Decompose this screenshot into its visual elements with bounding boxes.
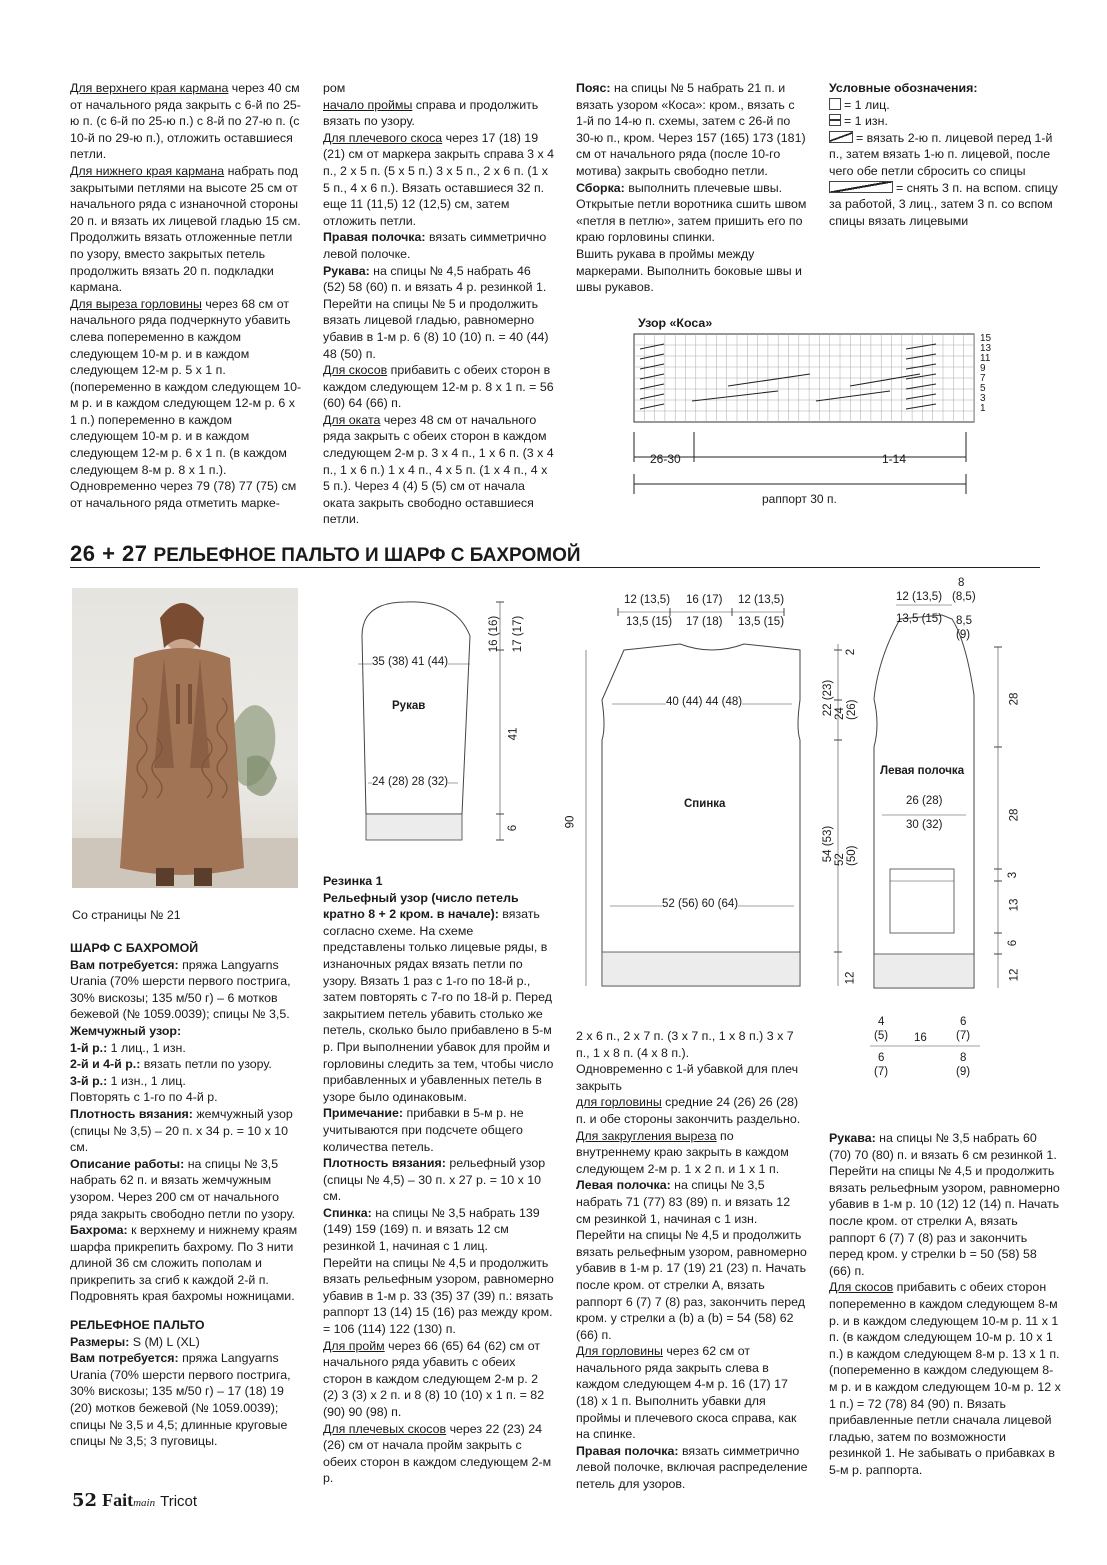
run-in-heading: Рукава: [829, 1131, 876, 1145]
pocket-dim: (5) [874, 1030, 889, 1042]
back-dim: 52 (50) [834, 845, 858, 866]
back-top-dim: 13,5 (15) [738, 616, 785, 628]
underlined-heading: Для нижнего края кармана [70, 163, 225, 178]
paragraph: Спинка: на спицы № 3,5 набрать 139 (149) 159 (169) п. и вязать 12 см резинкой 1, начиная с 1 лиц. [323, 1205, 540, 1254]
legend-item: = 1 изн. [844, 114, 888, 129]
paragraph: Для скосов прибавить с обеих сторон в каждом следующем 12-м р. 8 х 1 п. = 56 (60) 64 (66) п. [323, 363, 554, 411]
front-width: 26 (28) [906, 795, 943, 807]
paragraph: Перейти на спицы № 5 и продолжить вязать лицевой гладью, равномерно убавив в 1-м р. 6 (8) 10 (10) п. = 40 (44) 48 (50) п. [323, 296, 549, 361]
underlined-heading: Для верхнего края кармана [70, 81, 229, 95]
front-top-dim: (8,5) [952, 591, 976, 603]
run-in-heading: Описание работы: [70, 1156, 185, 1171]
paragraph: Вшить рукава в проймы между маркерами. Выполнить боковые швы и швы рукавов. [576, 246, 802, 295]
pocket-dim: 4 [878, 1016, 885, 1028]
paragraph: Одновременно с 1-й убавкой для плеч закрыть [576, 1062, 799, 1093]
col1-bottom [70, 940, 302, 1305]
paragraph [70, 1023, 302, 1040]
chart-title: Узор «Коса» [638, 316, 713, 330]
row-label: 9 [980, 363, 986, 374]
col1-top [70, 80, 302, 511]
page-number: 52 [72, 1490, 98, 1511]
run-in-heading: Резинка 1 [323, 874, 383, 888]
back-top-dim: 12 (13,5) [624, 594, 671, 606]
paragraph: Для скосов прибавить с обеих сторон попеременно в каждом следующем 8-м р. и в каждом следующем 10-м р. 11 х 1 п. (в каждом следующем 10-м р. 10 х 1 п.) в каждом следующем 8-м р. 13 х 1 п. (попеременно в каждом следующем 8-м р. и в каждом следующем 10-м р. 12 х 1 п.) = 72 (78) 84 (90) п. Вязать прибавленные петли сначала лицевой гладью, затем по возможности резинкой 1. Не забывать о прибавках в 5-м р. раппорта. [829, 1280, 1061, 1477]
subheading: РЕЛЬЕФНОЕ ПАЛЬТО [70, 1318, 205, 1332]
paragraph: Сборка: выполнить плечевые швы. Открытые петли воротника сшить швом «петля в петлю», затем пришить его по краю горловины спинки. [576, 180, 807, 245]
legend-title: Условные обозначения: [829, 81, 978, 95]
paragraph: Рукава: на спицы № 3,5 набрать 60 (70) 70 (80) п. и вязать 6 см резинкой 1. [829, 1131, 1057, 1162]
paragraph: Рельефный узор (число петель кратно 8 + 2 кром. в начале): вязать согласно схеме. На схеме представлены только лицевые ряды, в изнаночных рядах вязать петли по узору. Вязать 1 раз с 1-го по 18-й р., затем повторять с 7-го по 18-й р. Перед закрытием петель убавить столько же петель, сколько было прибавлено в 5-м р. При выполнении убавок для пройм и горловины следить за тем, чтобы число прибавленных и убавленных петель в узоре было одинаковым. [323, 890, 554, 1104]
front-top-dim: (9) [956, 629, 971, 641]
underlined-heading: для горловины [576, 1095, 662, 1110]
paragraph [70, 940, 302, 957]
underlined-heading: Для скосов [829, 1280, 894, 1295]
col3-bottom [576, 1028, 808, 1493]
legend-item: = снять 3 п. на вспом. спицу за работой, 3 лиц., затем 3 п. со вспом спицы вязать лицевыми [829, 180, 1058, 228]
paragraph: Для плечевого скоса через 17 (18) 19 (21) см от маркера закрыть справа 3 х 4 п., 2 х 5 п. (5 х 5 п.) 3 х 5 п., 2 х 6 п. (1 х 5 п., 4 х 6 п.). Вязать оставшиеся 32 п. еще 11 (11,5) 12 (12,5) см, затем отложить петли. [323, 130, 555, 228]
run-in-heading: Правая полочка: [576, 1443, 679, 1458]
chart-range-b: 1-14 [882, 452, 907, 466]
run-in-heading: Рукава: [323, 263, 370, 278]
front-top-dim: 12 (13,5) [896, 591, 943, 603]
sleeve-cap-height-2: 17 (17) [512, 615, 525, 653]
purl-symbol-icon [829, 114, 841, 126]
front-top-dim: 8,5 [956, 615, 972, 627]
row-label: 3 [980, 393, 986, 404]
paragraph: Правая полочка: вязать симметрично левой полочке, включая распределение петель для узоров. [576, 1443, 808, 1492]
front-diagram [860, 575, 1060, 995]
paragraph: для горловины средние 24 (26) 26 (28) п. и обе стороны закончить раздельно. [576, 1095, 801, 1126]
run-in-heading: Спинка: [323, 1205, 372, 1220]
run-in-heading: Сборка: [576, 180, 625, 195]
chart-repeat: раппорт 30 п. [762, 492, 837, 506]
back-diagram [562, 588, 862, 988]
run-in-heading: Плотность вязания: [70, 1106, 193, 1121]
paragraph: Левая полочка: на спицы № 3,5 набрать 71 (77) 83 (89) п. и вязать 12 см резинкой 1, начиная с 1 изн. [576, 1178, 791, 1226]
front-dim: 28 [1008, 808, 1021, 822]
knit-symbol-icon [829, 98, 841, 110]
run-in-heading: Жемчужный узор: [70, 1023, 182, 1038]
legend [829, 80, 1065, 229]
run-in-heading: 1-й р.: [70, 1040, 108, 1055]
underlined-heading: Для закругления выреза [576, 1128, 717, 1143]
paragraph: Размеры: S (M) L (XL) [70, 1334, 200, 1349]
front-dim: 13 [1008, 898, 1021, 912]
sleeve-cap-height-1: 16 (16) [488, 615, 501, 653]
front-dim: 12 [1008, 968, 1021, 982]
paragraph: Рукава: на спицы № 4,5 набрать 46 (52) 58 (60) п. и вязать 4 р. резинкой 1. [323, 263, 547, 295]
front-dim: 28 [1008, 692, 1021, 706]
col2-bottom [323, 873, 555, 1487]
paragraph: Бахрома: к верхнему и нижнему краям шарфа прикрепить бахрому. По 3 нити длиной 36 см сложить пополам и прикрепить за сгиб к каждой 2-й п. Подровнять края бахромы ножницами. [70, 1223, 298, 1304]
paragraph: Вам потребуется: пряжа Langyarns Urania (70% шерсти первого пострига, 30% вискозы; 135 м/50 г) – 6 мотков бежевой (№ 1059.0039); спицы № 3,5. [70, 957, 291, 1022]
chart-row-labels [980, 334, 1000, 414]
section-title: РЕЛЬЕФНОЕ ПАЛЬТО И ШАРФ С БАХРОМОЙ [153, 545, 581, 566]
run-in-heading: Левая полочка: [576, 1178, 671, 1193]
back-total-length: 90 [564, 815, 577, 829]
back-dim: 2 [845, 648, 858, 656]
pocket-dim: 8 [960, 1052, 967, 1064]
pocket-dim: 6 [960, 1016, 967, 1028]
row-label: 15 [980, 333, 992, 344]
paragraph: Описание работы: на спицы № 3,5 набрать 62 п. и вязать жемчужным узором. Через 200 см от начального ряда закрыть свободно петли по узору. [70, 1156, 296, 1221]
back-label: Спинка [684, 798, 726, 810]
run-in-heading: Рельефный узор (число петель кратно 8 + 2 кром. в начале): [323, 890, 519, 922]
cable-chart [620, 316, 1010, 516]
front-top-dim: 13,5 (15) [896, 613, 943, 625]
run-in-heading: Правая полочка: [323, 230, 426, 245]
paragraph: ром [323, 81, 346, 95]
run-in-heading: 2-й и 4-й р.: [70, 1057, 141, 1072]
sleeve-diagram [330, 588, 540, 848]
run-in-heading: Бахрома: [70, 1223, 128, 1238]
legend-item: = вязать 2-ю п. лицевой перед 1-й п., затем вязать 1-ю п. лицевой, после чего обе петли сбросить со спицы [829, 130, 1053, 178]
chart-grid [620, 316, 1010, 516]
back-top-dim: 16 (17) [686, 594, 723, 606]
run-in-heading: Пояс: [576, 81, 611, 95]
chart-range-a: 26-30 [650, 452, 681, 466]
magazine-brand: Faitmain [102, 1490, 156, 1510]
paragraph: Для нижнего края кармана набрать под закрытыми петлями на высоте 25 см от начального ряда с изнаночной стороны 20 п. и вязать их лицевой гладью 15 см. Продолжить вязать отложенные петли по узору, вместо закрытых петель продолжить вязать 20 п. подкладки кармана. [70, 163, 301, 295]
underlined-heading: Для плечевого скоса [323, 130, 443, 145]
col1-coat [70, 1317, 302, 1450]
front-dim: 6 [1007, 939, 1020, 947]
front-bottom-dims [870, 1016, 990, 1086]
paragraph: Перейти на спицы № 4,5 и продолжить вязать рельефным узором, равномерно убавив в 1-м р. 17 (19) 21 (23) п. Начать после кром. от стрелки А, вязать раппорт 6 (7) 7 (8) раз, закончить перед кром. у стрелки a (b) a (b) = 54 (58) 62 (66) п. [576, 1228, 807, 1342]
paragraph: Для закругления выреза по внутреннему краю закрыть в каждом следующем 2-м р. 1 х 2 п. и 1 х 1 п. [576, 1128, 789, 1176]
sleeve-width-top: 35 (38) 41 (44) [372, 656, 449, 668]
back-dim: 54 (53) [822, 825, 835, 863]
paragraph: Пояс: на спицы № 5 набрать 21 п. и вязать узором «Коса»: кром., вязать с 1-й по 14-ю п. схемы, затем с 26-й по 30-ю п., кром. Через 157 (165) 173 (181) см от начального ряда (после 10-го мотива) закрыть свободно петли. [576, 81, 806, 178]
back-top-dim: 12 (13,5) [738, 594, 785, 606]
paragraph: Для выреза горловины через 68 см от начального ряда подчеркнуто убавить слева попеременно в каждом следующем 10-м р. и в каждом следующем 12-м р. 5 х 1 п. (попеременно в каждом следующем 10-м р. и в каждом следующем 12-м р. 6 х 1 п.) попеременно в каждом следующем 10-м р. и в каждом следующем 12-м р. 6 х 1 п. (в каждом следующем 8-м р. 8 х 1 п.). [70, 296, 302, 477]
run-in-heading: Вам потребуется: [70, 1351, 179, 1366]
legend-item: = 1 лиц. [844, 97, 890, 112]
coat-photo [72, 588, 298, 888]
underlined-heading: Для плечевых скосов [323, 1421, 447, 1436]
front-dim: 3 [1007, 871, 1020, 879]
back-top-dim: 13,5 (15) [626, 616, 673, 628]
col4-bottom [829, 1130, 1061, 1478]
paragraph: Правая полочка: вязать симметрично левой полочке. [323, 230, 547, 261]
paragraph: Для оката через 48 см от начального ряда закрыть с обеих сторон в каждом следующем 2-м р. 3 х 4 п., 1 х 6 п. (3 х 4 п., 1 х 6 п.) 1 х 4 п., 4 х 5 п. (1 х 4 п., 4 х 5 п.). Через 4 (4) 5 (5) см от начала оката закрыть свободно оставшиеся петли. [323, 412, 554, 527]
pocket-dim: (7) [874, 1066, 889, 1078]
back-top-dim: 17 (18) [686, 616, 723, 628]
back-dim: 12 [844, 971, 857, 985]
front-width: 30 (32) [906, 819, 943, 831]
paragraph: 3-й р.: 1 изн., 1 лиц. [70, 1073, 186, 1088]
run-in-heading: Размеры: [70, 1334, 130, 1349]
paragraph [323, 873, 555, 890]
front-label: Левая полочка [880, 765, 965, 777]
pocket-dim: 6 [878, 1052, 885, 1064]
paragraph: 1-й р.: 1 лиц., 1 изн. [70, 1040, 186, 1055]
back-dim: 24 (26) [834, 699, 858, 720]
pocket-dim: (9) [956, 1066, 971, 1078]
row-label: 7 [980, 373, 986, 384]
run-in-heading: Плотность вязания: [323, 1156, 446, 1171]
paragraph: Для горловины через 62 см от начального ряда закрыть слева в каждом следующем 4-м р. 16 (17) 17 (18) х 1 п. Выполнить убавки для проймы и плечевого скоса справа, как на спинке. [576, 1344, 797, 1442]
row-label: 5 [980, 383, 986, 394]
paragraph: начало проймы справа и продолжить вязать по узору. [323, 97, 539, 129]
paragraph: Плотность вязания: жемчужный узор (спицы № 3,5) – 20 п. х 34 р. = 10 х 10 см. [70, 1106, 293, 1155]
underlined-heading: Для скосов [323, 363, 388, 378]
run-in-heading: Примечание: [323, 1106, 404, 1121]
row-label: 11 [980, 353, 991, 364]
underlined-heading: Для оката [323, 412, 381, 427]
sleeve-length: 41 [507, 727, 520, 741]
paragraph: Для верхнего края кармана через 40 см от начального ряда закрыть с 6-й по 25-ю п. (с 6-й по 25-ю п.) с 8-й по 27-ю п. (с 10-й по 29-ю п.), отложить оставшиеся петли. [70, 81, 301, 162]
sleeve-width-bottom: 24 (28) 28 (32) [372, 776, 449, 788]
section-header [70, 541, 1040, 568]
paragraph: Для плечевых скосов через 22 (23) 24 (26) см от начала пройм закрыть с обеих сторон в каждом следующем 2-м р. [323, 1421, 552, 1486]
magazine-brand-rest: Tricot [160, 1493, 198, 1510]
cable-six-symbol-icon [829, 181, 893, 193]
paragraph: Примечание: прибавки в 5-м р. не учитываются при подсчете общего количества петель. [323, 1106, 524, 1154]
run-in-heading: 3-й р.: [70, 1073, 108, 1088]
front-top-dim: 8 [958, 577, 965, 589]
run-in-heading: Вам потребуется: [70, 957, 179, 972]
page-footer [72, 1490, 197, 1511]
pocket-dim: 16 [914, 1032, 927, 1044]
underlined-heading: Для пройм [323, 1338, 385, 1353]
photo-caption: Со страницы № 21 [72, 908, 181, 922]
col2-top [323, 80, 555, 528]
paragraph: Одновременно через 79 (78) 77 (75) см от начального ряда отметить марке- [70, 479, 297, 510]
underlined-heading: Для выреза горловины [70, 296, 202, 311]
pocket-dim: (7) [956, 1030, 971, 1042]
sleeve-label: Рукав [392, 700, 426, 712]
paragraph: Перейти на спицы № 4,5 и продолжить вязать рельефным узором, равномерно убавив в 1-м р. 10 (12) 12 (14) п. Начать после кром. от стрелки А, вязать раппорт 6 (7) 7 (8) раз и закончить перед кром. у стрелки b = 50 (58) 58 (66) п. [829, 1164, 1060, 1278]
paragraph: 2 х 6 п., 2 х 7 п. (3 х 7 п., 1 х 8 п.) 3 х 7 п., 1 х 8 п. (4 х 8 п.). [576, 1029, 794, 1060]
row-label: 13 [980, 343, 992, 354]
paragraph: Вам потребуется: пряжа Langyarns Urania (70% шерсти первого пострига, 30% вискозы; 135 м/50 г) – 17 (18) 19 (20) мотков бежевой (№ 1059.0039); спицы № 3,5 и 4,5; длинные круговые спицы № 3,5; 3 пуговицы. [70, 1351, 291, 1449]
col3-top [576, 80, 808, 296]
cross-two-symbol-icon [829, 131, 853, 143]
sleeve-cuff: 6 [507, 824, 520, 832]
underlined-heading: Для горловины [576, 1344, 663, 1359]
back-dim: 22 (23) [822, 679, 835, 717]
paragraph [70, 1317, 302, 1334]
paragraph: Плотность вязания: рельефный узор (спицы № 4,5) – 30 п. х 27 р. = 10 х 10 см. [323, 1156, 546, 1204]
subheading: ШАРФ С БАХРОМОЙ [70, 941, 199, 955]
model-illustration [72, 588, 298, 888]
row-label: 1 [980, 403, 986, 414]
paragraph: Повторять с 1-го по 4-й р. [70, 1090, 218, 1105]
paragraph: Для пройм через 66 (65) 64 (62) см от начального ряда убавить с обеих сторон в каждом следующем 2-м р. 2 (2) 3 (3) х 2 п. и 8 (8) 10 (10) х 1 п. = 82 (90) 90 (98) п. [323, 1338, 545, 1419]
back-width-bottom: 52 (56) 60 (64) [662, 898, 739, 910]
section-number: 26 + 27 [70, 541, 148, 566]
paragraph: 2-й и 4-й р.: вязать петли по узору. [70, 1057, 272, 1072]
back-width-top: 40 (44) 44 (48) [666, 696, 743, 708]
paragraph: Перейти на спицы № 4,5 и продолжить вязать рельефным узором, равномерно убавив в 1-м р. 33 (35) 37 (39) п.: вязать раппорт 13 (14) 15 (16) раз между кром. = 106 (114) 122 (130) п. [323, 1255, 554, 1337]
underlined-heading: начало проймы [323, 97, 413, 112]
